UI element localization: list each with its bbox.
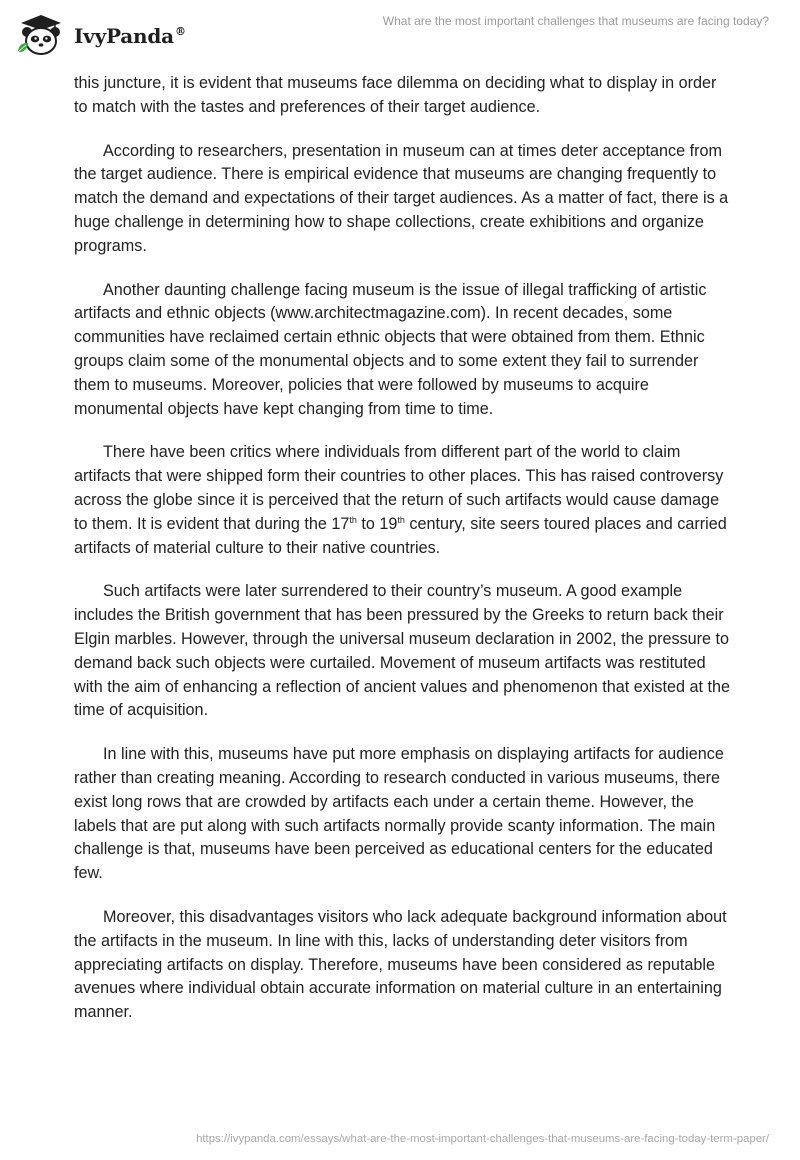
source-url-link[interactable]: https://ivypanda.com/essays/what-are-the-most-important-challenges-that-museums-are-facing-today-term-paper/ — [196, 1133, 769, 1145]
ordinal-suffix: th — [349, 514, 357, 525]
panda-graduate-icon — [14, 12, 72, 58]
paragraph-text-part: century, site seers toured places and carried artifacts of material culture to their native countries. — [74, 514, 727, 557]
ivypanda-logo[interactable] — [14, 12, 186, 58]
essay-paragraph-6: In line with this, museums have put more emphasis on displaying artifacts for audience rather than creating meaning. According to research conducted in various museums, there exist long rows that are crowded by artifacts each under a certain theme. However, the labels that are put along with such artifacts normally provide scanty information. The main challenge is that, museums have been perceived as educational centers for the educated few. — [74, 745, 724, 883]
essay-paragraph-5: Such artifacts were later surrendered to their country’s museum. A good example includes the British government that has been pressured by the Greeks to return back their Elgin marbles. However, through the universal museum declaration in 2002, the pressure to demand back such objects were curtailed. Movement of museum artifacts was restituted with the aim of enhancing a reflection of ancient values and phenomenon that existed at the time of acquisition. — [74, 582, 731, 720]
paragraph-text-part: There have been critics where individuals from different part of the world to claim artifacts that were shipped form their countries to other places. This has raised controversy across the globe since it is perceived that the return of such artifacts would cause damage to them. It is evident that during the 17 — [74, 443, 724, 533]
essay-body — [74, 72, 734, 1045]
page-header — [0, 0, 800, 70]
essay-paragraph-3: Another daunting challenge facing museum is the issue of illegal trafficking of artistic artifacts and ethnic objects (www.architectmagazine.com). In recent decades, some communities have reclaimed certain ethnic objects that were obtained from them. Ethnic groups claim some of the monumental objects and to some extent they fail to surrender them to museums. Moreover, policies that were followed by museums to acquire monumental objects have kept changing from time to time. — [74, 280, 707, 418]
essay-paragraph-1: this juncture, it is evident that museums face dilemma on deciding what to display in order to match with the tastes and preferences of their target audience. — [74, 74, 717, 116]
paragraph-text-part: to 19 — [356, 514, 398, 533]
essay-paragraph-2: According to researchers, presentation in museum can at times deter acceptance from the target audience. There is empirical evidence that museums are changing frequently to match the demand and expectations of their target audiences. As a matter of fact, there is a huge challenge in determining how to shape collections, create exhibitions and organize programs. — [74, 141, 729, 255]
essay-paragraph-4 — [74, 441, 734, 560]
document-title: What are the most important challenges that museums are facing today? — [382, 14, 769, 28]
logo-wordmark: IvyPanda® — [74, 24, 186, 48]
essay-paragraph-7: Moreover, this disadvantages visitors who lack adequate background information about the artifacts in the museum. In line with this, lacks of understanding deter visitors from appreciating artifacts on display. Therefore, museums have been considered as reputable avenues where individual obtain accurate information on material culture in an entertaining manner. — [74, 907, 727, 1022]
ordinal-suffix: th — [397, 514, 405, 525]
registered-mark: ® — [174, 25, 186, 38]
